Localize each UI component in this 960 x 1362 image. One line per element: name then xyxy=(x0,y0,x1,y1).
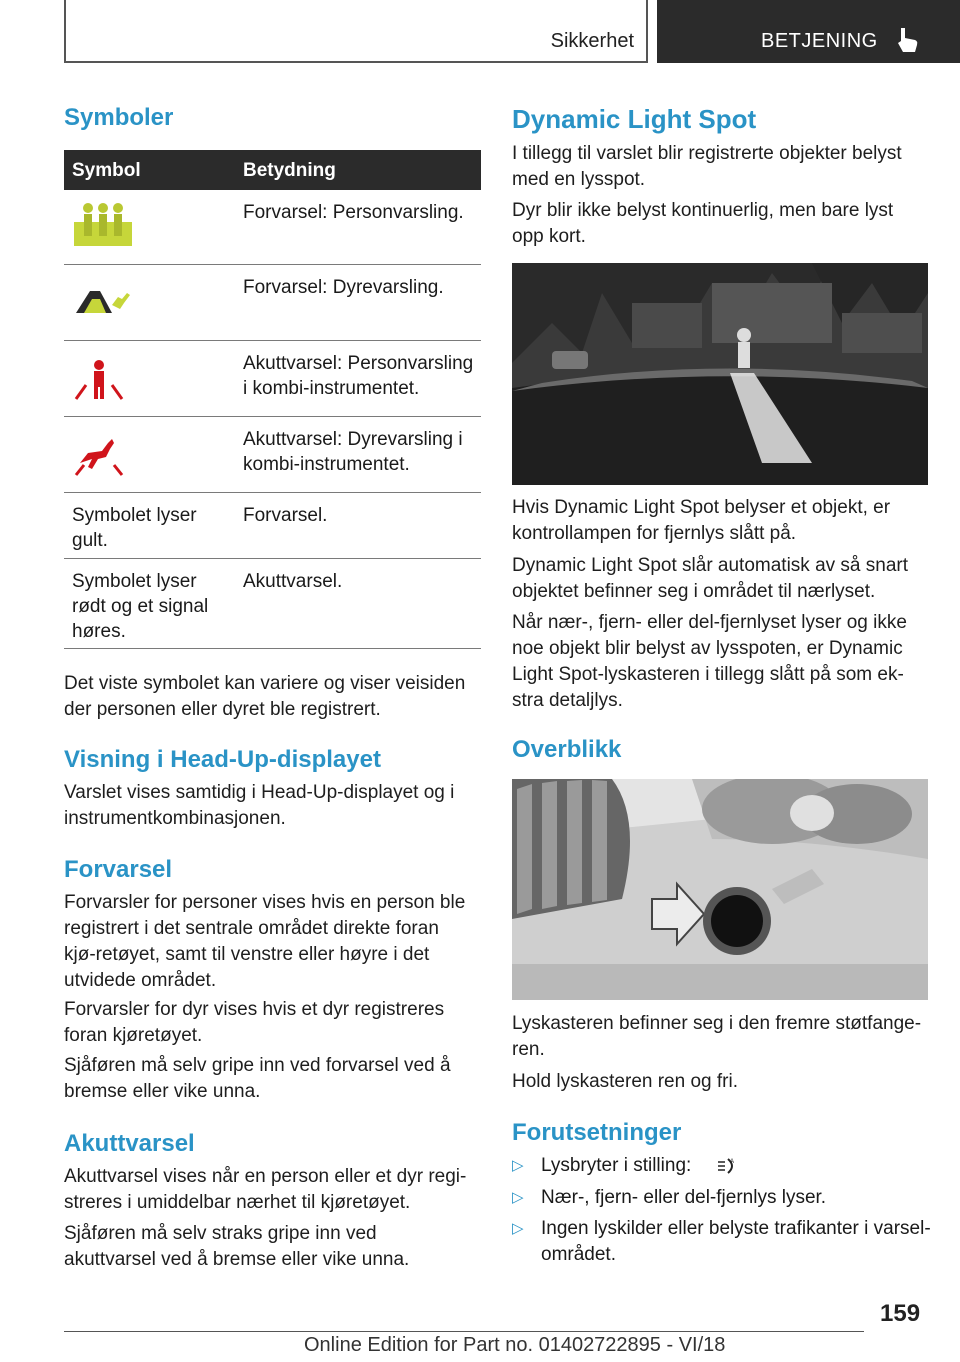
dls-paragraph-1: I tillegg til varslet blir registrerte objekter belyst med en lysspot. xyxy=(512,143,902,190)
animal-warning-yellow-icon xyxy=(72,287,134,317)
col-header-meaning: Betydning xyxy=(243,160,336,181)
row-meaning: Akuttvarsel: Personvarsling i kombi-instrumentet. xyxy=(243,353,474,399)
table-row xyxy=(64,559,481,649)
table-row xyxy=(64,493,481,559)
row-meaning: Akuttvarsel. xyxy=(243,571,343,592)
list-item-text: Lysbryter i stilling: xyxy=(541,1155,692,1176)
bullet-triangle-icon: ▷ xyxy=(512,1220,524,1237)
overblikk-paragraph-1: Lyskasteren befinner seg i den fremre støtfange‐ren. xyxy=(512,1013,922,1060)
row-symbol-text: Symbolet lyser rødt og et signal høres. xyxy=(72,571,209,642)
svg-text:A: A xyxy=(730,1159,735,1165)
pedestrian-warning-red-icon xyxy=(72,359,126,401)
table-row xyxy=(64,341,481,417)
col-header-symbol: Symbol xyxy=(72,160,141,181)
dls-paragraph-2: Dyr blir ikke belyst kontinuerlig, men bare lyst opp kort. xyxy=(512,200,894,247)
overblikk-heading: Overblikk xyxy=(512,736,622,763)
row-symbol-text: Symbolet lyser gult. xyxy=(72,505,197,551)
footer-edition-text: Online Edition for Part no. 01402722895 - VI/18 xyxy=(304,1334,726,1356)
table-row xyxy=(64,417,481,493)
pointing-hand-icon xyxy=(895,26,921,54)
pedestrian-warning-yellow-icon xyxy=(72,200,134,248)
hud-heading: Visning i Head-Up-displayet xyxy=(64,746,381,773)
overblikk-paragraph-2: Hold lyskasteren ren og fri. xyxy=(512,1071,738,1092)
row-meaning: Akuttvarsel: Dyrevarsling i kombi-instrumentet. xyxy=(243,429,463,475)
list-item-text: Nær-, fjern- eller del-fjernlys lyser. xyxy=(541,1187,827,1208)
table-header xyxy=(64,150,481,190)
night-road-light-spot-image xyxy=(512,263,928,485)
bullet-triangle-icon: ▷ xyxy=(512,1189,524,1206)
list-item-text: Ingen lyskilder eller belyste trafikanter i varsel‐området. xyxy=(541,1218,931,1265)
akutt-paragraph-2: Sjåføren må selv straks gripe inn ved akuttvarsel ved å bremse eller vike unna. xyxy=(64,1223,410,1270)
forvarsel-paragraph-2: Forvarsler for dyr vises hvis et dyr registreres foran kjøretøyet. xyxy=(64,999,445,1046)
hud-text: Varslet vises samtidig i Head-Up-displayet og i instrumentkombinasjonen. xyxy=(64,782,455,829)
header-section-label: Sikkerhet xyxy=(550,30,634,52)
forvarsel-paragraph-3: Sjåføren må selv gripe inn ved forvarsel ved å bremse eller vike unna. xyxy=(64,1055,451,1102)
list-item xyxy=(512,1216,931,1268)
table-row xyxy=(64,265,481,341)
forvarsel-paragraph-1: Forvarsler for personer vises hvis en person ble registrert i det sentrale området direkte foran kjø‐retøyet, samt til venstre eller høyre i det utvidede området. xyxy=(64,892,466,991)
header-chapter-box xyxy=(657,0,960,63)
row-meaning: Forvarsel: Personvarsling. xyxy=(243,202,464,223)
symbols-table xyxy=(64,150,481,649)
symbols-heading: Symboler xyxy=(64,104,174,131)
list-item xyxy=(512,1153,928,1179)
forvarsel-heading: Forvarsel xyxy=(64,856,173,883)
dynamic-light-spot-heading: Dynamic Light Spot xyxy=(512,104,757,134)
row-meaning: Forvarsel. xyxy=(243,505,328,526)
footer-divider xyxy=(64,1331,864,1332)
dls-paragraph-4: Dynamic Light Spot slår automatisk av så snart objektet befinner seg i området til nærlyset. xyxy=(512,555,909,602)
table-note: Det viste symbolet kan variere og viser veisiden der personen eller dyret ble registrert. xyxy=(64,673,466,720)
front-bumper-spotlight-image xyxy=(512,779,928,1000)
akutt-paragraph-1: Akuttvarsel vises når en person eller et dyr regi‐streres i umiddelbar nærhet til kjøretøyet. xyxy=(64,1166,467,1213)
header-chapter-label: BETJENING xyxy=(761,30,878,52)
row-meaning: Forvarsel: Dyrevarsling. xyxy=(243,277,444,298)
akutt-heading: Akuttvarsel xyxy=(64,1130,195,1157)
header-section-box xyxy=(64,0,648,63)
animal-warning-red-icon xyxy=(72,435,126,477)
light-switch-auto-icon xyxy=(716,1155,738,1177)
dls-paragraph-3: Hvis Dynamic Light Spot belyser et objekt, er kontrollampen for fjernlys slått på. xyxy=(512,497,891,544)
dls-paragraph-5: Når nær-, fjern- eller del-fjernlyset lyser og ikke noe objekt blir belyst av lysspoten, er Dynamic Light Spot-lyskasteren i tillegg slått på som ek‐stra detaljlys. xyxy=(512,612,907,711)
forutsetninger-heading: Forutsetninger xyxy=(512,1119,682,1146)
list-item xyxy=(512,1185,928,1211)
table-row xyxy=(64,190,481,265)
page-number: 159 xyxy=(880,1300,921,1327)
bullet-triangle-icon: ▷ xyxy=(512,1157,524,1174)
